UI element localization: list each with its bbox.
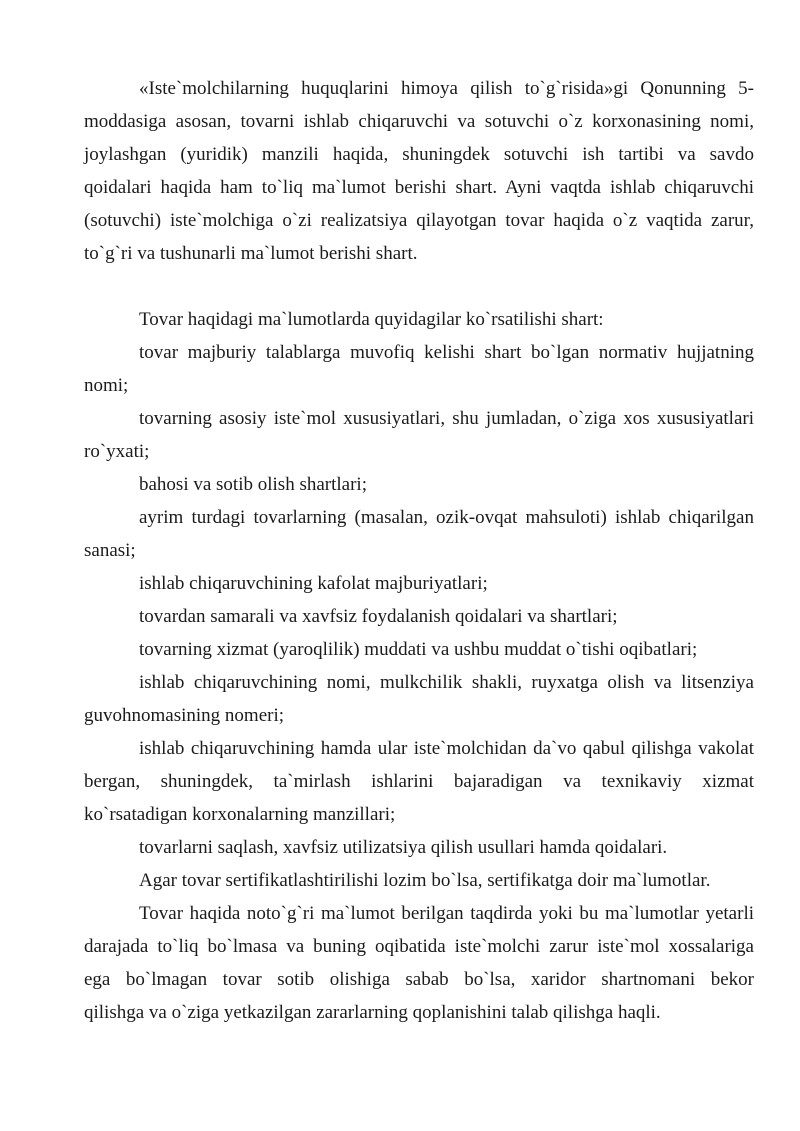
text-line: ayrim turdagi tovarlarning (masalan, ozik-ovqat mahsuloti) ishlab chiqarilgan [139, 507, 754, 528]
text-line: ishlab chiqaruvchining kafolat majburiyatlari; [139, 573, 488, 594]
text-line: joylashgan (yuridik) manzili haqida, shuningdek sotuvchi ish tartibi va savdo [84, 144, 754, 165]
text-line: Tovar haqida noto`g`ri ma`lumot berilgan taqdirda yoki bu ma`lumotlar yetarli [139, 903, 754, 924]
text-line: bahosi va sotib olish shartlari; [139, 474, 367, 495]
text-line: to`g`ri va tushunarli ma`lumot berishi shart. [84, 243, 418, 264]
paragraph [84, 501, 754, 567]
paragraph [84, 831, 754, 864]
text-line: tovarning xizmat (yaroqlilik) muddati va ushbu muddat o`tishi oqibatlari; [139, 639, 698, 660]
text-line: Tovar haqidagi ma`lumotlarda quyidagilar ko`rsatilishi shart: [139, 309, 604, 330]
text-line: guvohnomasining nomeri; [84, 705, 285, 726]
text-line: tovardan samarali va xavfsiz foydalanish qoidalari va shartlari; [139, 606, 618, 627]
text-line: sanasi; [84, 540, 136, 561]
text-line: «Iste`molchilarning huquqlarini himoya qilish to`g`risida»gi Qonunning 5- [139, 78, 754, 99]
text-line: qilishga va o`ziga yetkazilgan zararlarning qoplanishini talab qilishga haqli. [84, 1002, 661, 1023]
text-line: qoidalari haqida ham to`liq ma`lumot berishi shart. Ayni vaqtda ishlab chiqaruvchi [84, 177, 754, 198]
text-line: tovarlarni saqlash, xavfsiz utilizatsiya qilish usullari hamda qoidalari. [139, 837, 668, 858]
paragraph [84, 72, 754, 270]
text-line: darajada to`liq bo`lmasa va buning oqibatida iste`molchi zarur iste`mol xossalariga [84, 936, 754, 957]
paragraph [84, 567, 754, 600]
paragraph [84, 666, 754, 732]
paragraph [84, 600, 754, 633]
text-line: Agar tovar sertifikatlashtirilishi lozim bo`lsa, sertifikatga doir ma`lumotlar. [139, 870, 711, 891]
text-line: ishlab chiqaruvchining hamda ular iste`molchidan da`vo qabul qilishga vakolat [139, 738, 754, 759]
paragraph [84, 336, 754, 402]
text-line: ko`rsatadigan korxonalarning manzillari; [84, 804, 396, 825]
document-content [84, 72, 754, 1029]
text-line: bergan, shuningdek, ta`mirlash ishlarini bajaradigan va texnikaviy xizmat [84, 771, 754, 792]
text-line: ega bo`lmagan tovar sotib olishiga sabab bo`lsa, xaridor shartnomani bekor [84, 969, 754, 990]
text-line: moddasiga asosan, tovarni ishlab chiqaruvchi va sotuvchi o`z korxonasining nomi, [84, 111, 754, 132]
paragraph [84, 303, 754, 336]
text-line: ro`yxati; [84, 441, 150, 462]
paragraph [84, 468, 754, 501]
text-line: ishlab chiqaruvchining nomi, mulkchilik shakli, ruyxatga olish va litsenziya [139, 672, 754, 693]
paragraph [84, 732, 754, 831]
paragraph [84, 897, 754, 1029]
text-line: tovar majburiy talablarga muvofiq kelishi shart bo`lgan normativ hujjatning [139, 342, 754, 363]
text-line: (sotuvchi) iste`molchiga o`zi realizatsiya qilayotgan tovar haqida o`z vaqtida zarur, [84, 210, 754, 231]
text-line: tovarning asosiy iste`mol xususiyatlari, shu jumladan, o`ziga xos xususiyatlari [139, 408, 754, 429]
text-line: nomi; [84, 375, 129, 396]
paragraph [84, 633, 754, 666]
paragraph [84, 864, 754, 897]
paragraph [84, 402, 754, 468]
